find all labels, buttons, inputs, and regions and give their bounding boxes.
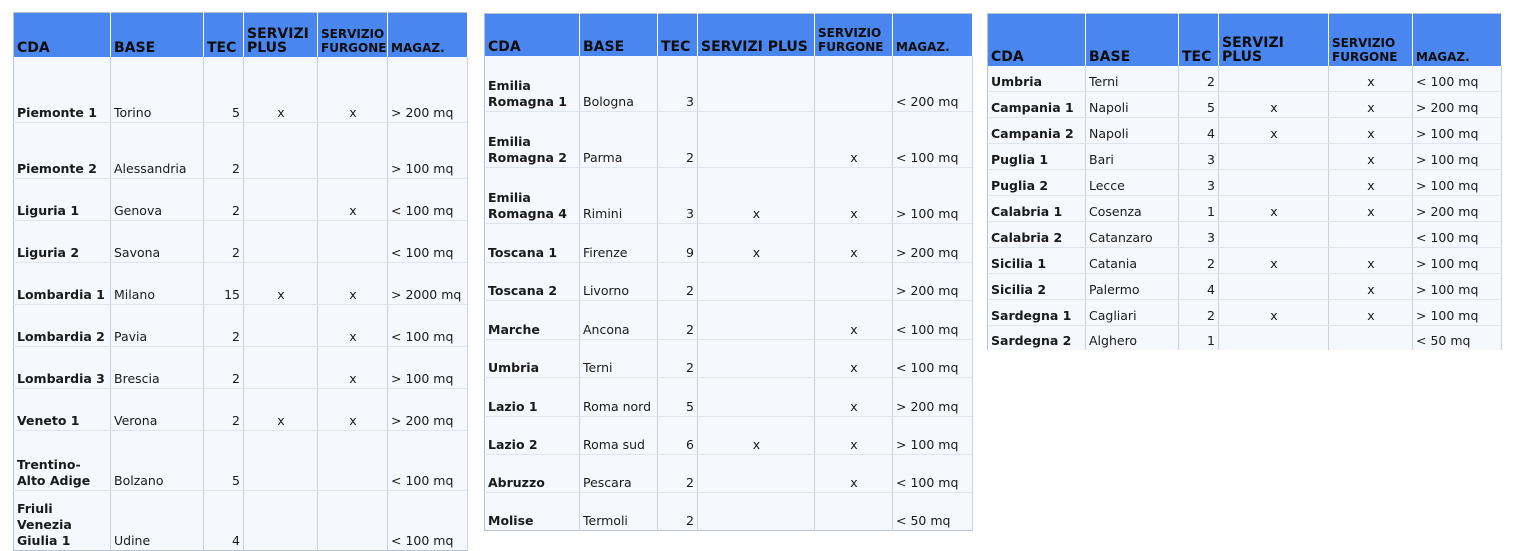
cell-servizi-plus [1219,170,1329,196]
cell-tec: 3 [1179,144,1219,170]
cell-tec: 5 [204,57,244,123]
cell-servizio-furgone: x [1329,144,1413,170]
cell-magaz: > 200 mq [893,378,973,417]
cell-cda: Liguria 1 [14,179,111,221]
cell-cda: Toscana 1 [485,224,580,263]
cell-cda: Calabria 2 [988,222,1086,248]
cell-tec: 5 [1179,92,1219,118]
cell-base: Alghero [1086,326,1179,350]
cell-cda: Piemonte 1 [14,57,111,123]
table-row [988,222,1502,248]
cell-servizi-plus [698,340,815,378]
cell-magaz: < 200 mq [893,56,973,112]
table-row [485,56,973,112]
cell-base: Udine [111,491,204,551]
cell-base: Genova [111,179,204,221]
cell-cda: Emilia Romagna 2 [485,112,580,168]
header-row [485,14,973,56]
cell-tec: 3 [658,168,698,224]
header-tec: TEC [1179,14,1219,66]
cell-base: Bologna [580,56,658,112]
cell-cda: Campania 2 [988,118,1086,144]
cell-cda: Sicilia 1 [988,248,1086,274]
cell-base: Bolzano [111,431,204,491]
cell-magaz: < 100 mq [893,301,973,340]
header-row [988,14,1502,66]
header-base: BASE [1086,14,1179,66]
table-row [485,455,973,493]
cell-servizi-plus [698,263,815,301]
cell-servizio-furgone [318,221,388,263]
cell-magaz: < 100 mq [388,305,468,347]
cell-cda: Veneto 1 [14,389,111,431]
cell-servizi-plus: x [698,168,815,224]
cell-base: Napoli [1086,92,1179,118]
cell-base: Terni [580,340,658,378]
cell-magaz: < 100 mq [893,340,973,378]
cell-servizi-plus: x [1219,248,1329,274]
cell-base: Savona [111,221,204,263]
cell-cda: Campania 1 [988,92,1086,118]
cell-tec: 1 [1179,196,1219,222]
table-row [988,118,1502,144]
cell-servizio-furgone: x [318,389,388,431]
cell-cda: Liguria 2 [14,221,111,263]
cell-magaz: < 100 mq [893,112,973,168]
table-row [14,347,468,389]
cell-servizio-furgone: x [1329,274,1413,300]
cell-servizio-furgone [1329,326,1413,350]
cell-servizi-plus [1219,66,1329,92]
cell-cda: Lombardia 2 [14,305,111,347]
cell-cda: Sardegna 2 [988,326,1086,350]
cell-cda: Sicilia 2 [988,274,1086,300]
cell-servizi-plus [698,301,815,340]
table-body [14,57,468,551]
cell-tec: 2 [204,221,244,263]
cda-table-1 [13,12,468,551]
cell-servizio-furgone: x [1329,92,1413,118]
cell-tec: 3 [1179,222,1219,248]
cell-servizi-plus [244,179,318,221]
cell-magaz: > 100 mq [1413,274,1502,300]
cell-cda: Puglia 1 [988,144,1086,170]
cell-servizio-furgone: x [815,224,893,263]
cell-tec: 2 [204,179,244,221]
cell-base: Termoli [580,493,658,531]
cell-base: Lecce [1086,170,1179,196]
cell-servizi-plus: x [244,57,318,123]
header-cda: CDA [14,13,111,57]
header-servizio-furgone: SERVIZIO FURGONE [318,13,388,57]
table-row [988,170,1502,196]
table-row [14,221,468,263]
table-row [485,112,973,168]
table-row [988,300,1502,326]
cell-base: Palermo [1086,274,1179,300]
table-row [988,326,1502,350]
cell-cda: Calabria 1 [988,196,1086,222]
table-row [485,340,973,378]
cell-servizio-furgone: x [1329,118,1413,144]
cell-tec: 3 [1179,170,1219,196]
cell-base: Ancona [580,301,658,340]
cell-tec: 2 [204,123,244,179]
cell-servizio-furgone [318,431,388,491]
cell-servizio-furgone [815,263,893,301]
cda-table-2 [484,13,973,531]
table-row [485,224,973,263]
cell-cda: Toscana 2 [485,263,580,301]
cell-cda: Abruzzo [485,455,580,493]
cell-base: Milano [111,263,204,305]
cell-base: Firenze [580,224,658,263]
cell-servizi-plus: x [1219,196,1329,222]
table-body [988,66,1502,350]
cell-servizio-furgone: x [318,347,388,389]
cell-tec: 2 [658,263,698,301]
table-row [988,274,1502,300]
cell-base: Verona [111,389,204,431]
cell-cda: Trentino- Alto Adige [14,431,111,491]
table-row [988,144,1502,170]
cell-servizio-furgone: x [1329,196,1413,222]
cell-servizi-plus [698,56,815,112]
cell-magaz: > 100 mq [893,168,973,224]
cell-servizi-plus [244,123,318,179]
cell-base: Rimini [580,168,658,224]
table-row [14,263,468,305]
cell-tec: 6 [658,417,698,455]
cell-servizi-plus [698,112,815,168]
cell-servizio-furgone [815,493,893,531]
header-servizi-plus: SERVIZI PLUS [244,13,318,57]
cell-tec: 3 [658,56,698,112]
header-tec: TEC [204,13,244,57]
cell-cda: Lazio 1 [485,378,580,417]
header-servizi-plus: SERVIZI PLUS [1219,14,1329,66]
cell-magaz: > 200 mq [893,224,973,263]
cda-table-3 [987,13,1502,350]
cell-magaz: < 100 mq [893,455,973,493]
cell-servizi-plus: x [698,224,815,263]
cell-cda: Lombardia 3 [14,347,111,389]
cell-servizi-plus: x [1219,118,1329,144]
table-row [485,263,973,301]
cell-servizi-plus [244,305,318,347]
cell-magaz: < 100 mq [388,221,468,263]
cell-tec: 2 [1179,300,1219,326]
cell-tec: 2 [658,112,698,168]
cell-cda: Piemonte 2 [14,123,111,179]
cell-servizio-furgone: x [815,417,893,455]
header-cda: CDA [988,14,1086,66]
cell-base: Cagliari [1086,300,1179,326]
cell-servizi-plus [244,347,318,389]
cell-base: Catania [1086,248,1179,274]
header-servizio-furgone: SERVIZIO FURGONE [1329,14,1413,66]
cell-servizi-plus [244,221,318,263]
cell-cda: Lazio 2 [485,417,580,455]
cell-magaz: < 50 mq [1413,326,1502,350]
cell-servizio-furgone: x [318,179,388,221]
cell-servizio-furgone: x [815,301,893,340]
table-row [988,92,1502,118]
cell-servizio-furgone: x [1329,66,1413,92]
cell-base: Catanzaro [1086,222,1179,248]
cell-magaz: < 100 mq [1413,66,1502,92]
cell-servizi-plus [1219,144,1329,170]
cell-tec: 5 [204,431,244,491]
cell-tec: 1 [1179,326,1219,350]
cell-magaz: < 100 mq [388,491,468,551]
cell-tec: 4 [1179,274,1219,300]
header-base: BASE [580,14,658,56]
cell-servizio-furgone: x [1329,170,1413,196]
cell-base: Roma sud [580,417,658,455]
cell-servizi-plus: x [244,263,318,305]
table-row [485,301,973,340]
cell-tec: 2 [658,340,698,378]
cell-servizio-furgone: x [815,455,893,493]
table-row [988,248,1502,274]
cell-cda: Sardegna 1 [988,300,1086,326]
cell-servizio-furgone [1329,222,1413,248]
cell-servizio-furgone: x [318,57,388,123]
cell-base: Alessandria [111,123,204,179]
header-base: BASE [111,13,204,57]
cell-tec: 2 [1179,66,1219,92]
table-row [14,389,468,431]
cell-cda: Friuli Venezia Giulia 1 [14,491,111,551]
cell-servizi-plus [244,491,318,551]
cell-servizi-plus [244,431,318,491]
cell-servizio-furgone: x [318,305,388,347]
cell-servizio-furgone [815,56,893,112]
cell-cda: Puglia 2 [988,170,1086,196]
cell-tec: 2 [204,347,244,389]
cell-base: Terni [1086,66,1179,92]
cell-magaz: < 100 mq [388,179,468,221]
table-row [14,57,468,123]
table-row [485,168,973,224]
cell-magaz: < 50 mq [893,493,973,531]
cell-servizio-furgone [318,123,388,179]
cell-servizio-furgone: x [1329,300,1413,326]
cell-base: Pavia [111,305,204,347]
cell-base: Bari [1086,144,1179,170]
cell-base: Brescia [111,347,204,389]
cell-base: Torino [111,57,204,123]
cell-magaz: > 200 mq [1413,92,1502,118]
cell-servizi-plus: x [698,417,815,455]
cell-servizi-plus: x [244,389,318,431]
cell-servizi-plus: x [1219,300,1329,326]
cell-cda: Molise [485,493,580,531]
cell-cda: Emilia Romagna 1 [485,56,580,112]
cell-servizio-furgone: x [815,340,893,378]
cell-base: Roma nord [580,378,658,417]
table-row [14,179,468,221]
header-cda: CDA [485,14,580,56]
cell-magaz: > 100 mq [388,347,468,389]
cell-magaz: > 200 mq [388,389,468,431]
cell-servizio-furgone: x [815,112,893,168]
cell-tec: 9 [658,224,698,263]
table-row [988,66,1502,92]
cell-servizi-plus [698,493,815,531]
table-row [14,123,468,179]
cell-base: Pescara [580,455,658,493]
cell-magaz: > 100 mq [1413,300,1502,326]
header-magaz: MAGAZ. [1413,14,1502,66]
header-servizio-furgone: SERVIZIO FURGONE [815,14,893,56]
cell-tec: 2 [658,301,698,340]
cell-tec: 2 [658,455,698,493]
cell-servizio-furgone: x [815,378,893,417]
cell-servizi-plus [1219,274,1329,300]
cell-tec: 5 [658,378,698,417]
table-row [988,196,1502,222]
cell-tec: 15 [204,263,244,305]
cell-base: Livorno [580,263,658,301]
header-magaz: MAGAZ. [388,13,468,57]
cell-base: Napoli [1086,118,1179,144]
cell-cda: Marche [485,301,580,340]
header-magaz: MAGAZ. [893,14,973,56]
cell-magaz: > 100 mq [1413,248,1502,274]
cell-cda: Emilia Romagna 4 [485,168,580,224]
cell-servizio-furgone: x [1329,248,1413,274]
cell-magaz: > 2000 mq [388,263,468,305]
cell-tec: 4 [1179,118,1219,144]
table-row [14,491,468,551]
header-servizi-plus: SERVIZI PLUS [698,14,815,56]
cell-magaz: > 200 mq [388,57,468,123]
cell-magaz: < 100 mq [1413,222,1502,248]
header-tec: TEC [658,14,698,56]
cell-base: Parma [580,112,658,168]
cell-tec: 2 [1179,248,1219,274]
cell-cda: Umbria [988,66,1086,92]
cell-servizi-plus [1219,222,1329,248]
table-row [485,378,973,417]
cell-servizi-plus: x [1219,92,1329,118]
cell-magaz: < 100 mq [388,431,468,491]
cell-tec: 4 [204,491,244,551]
table-row [14,305,468,347]
header-row [14,13,468,57]
cell-magaz: > 200 mq [1413,196,1502,222]
cell-magaz: > 100 mq [1413,170,1502,196]
cell-servizi-plus [698,455,815,493]
cell-cda: Lombardia 1 [14,263,111,305]
cell-magaz: > 100 mq [388,123,468,179]
cell-servizio-furgone: x [815,168,893,224]
cell-tec: 2 [204,305,244,347]
cell-magaz: > 100 mq [1413,144,1502,170]
cell-servizio-furgone: x [318,263,388,305]
table-row [485,417,973,455]
cell-base: Cosenza [1086,196,1179,222]
cell-tec: 2 [204,389,244,431]
cell-magaz: > 200 mq [893,263,973,301]
table-body [485,56,973,531]
cell-servizi-plus [1219,326,1329,350]
cell-magaz: > 100 mq [1413,118,1502,144]
table-row [14,431,468,491]
cell-cda: Umbria [485,340,580,378]
table-row [485,493,973,531]
cell-magaz: > 100 mq [893,417,973,455]
cell-servizi-plus [698,378,815,417]
cell-servizio-furgone [318,491,388,551]
cell-tec: 2 [658,493,698,531]
